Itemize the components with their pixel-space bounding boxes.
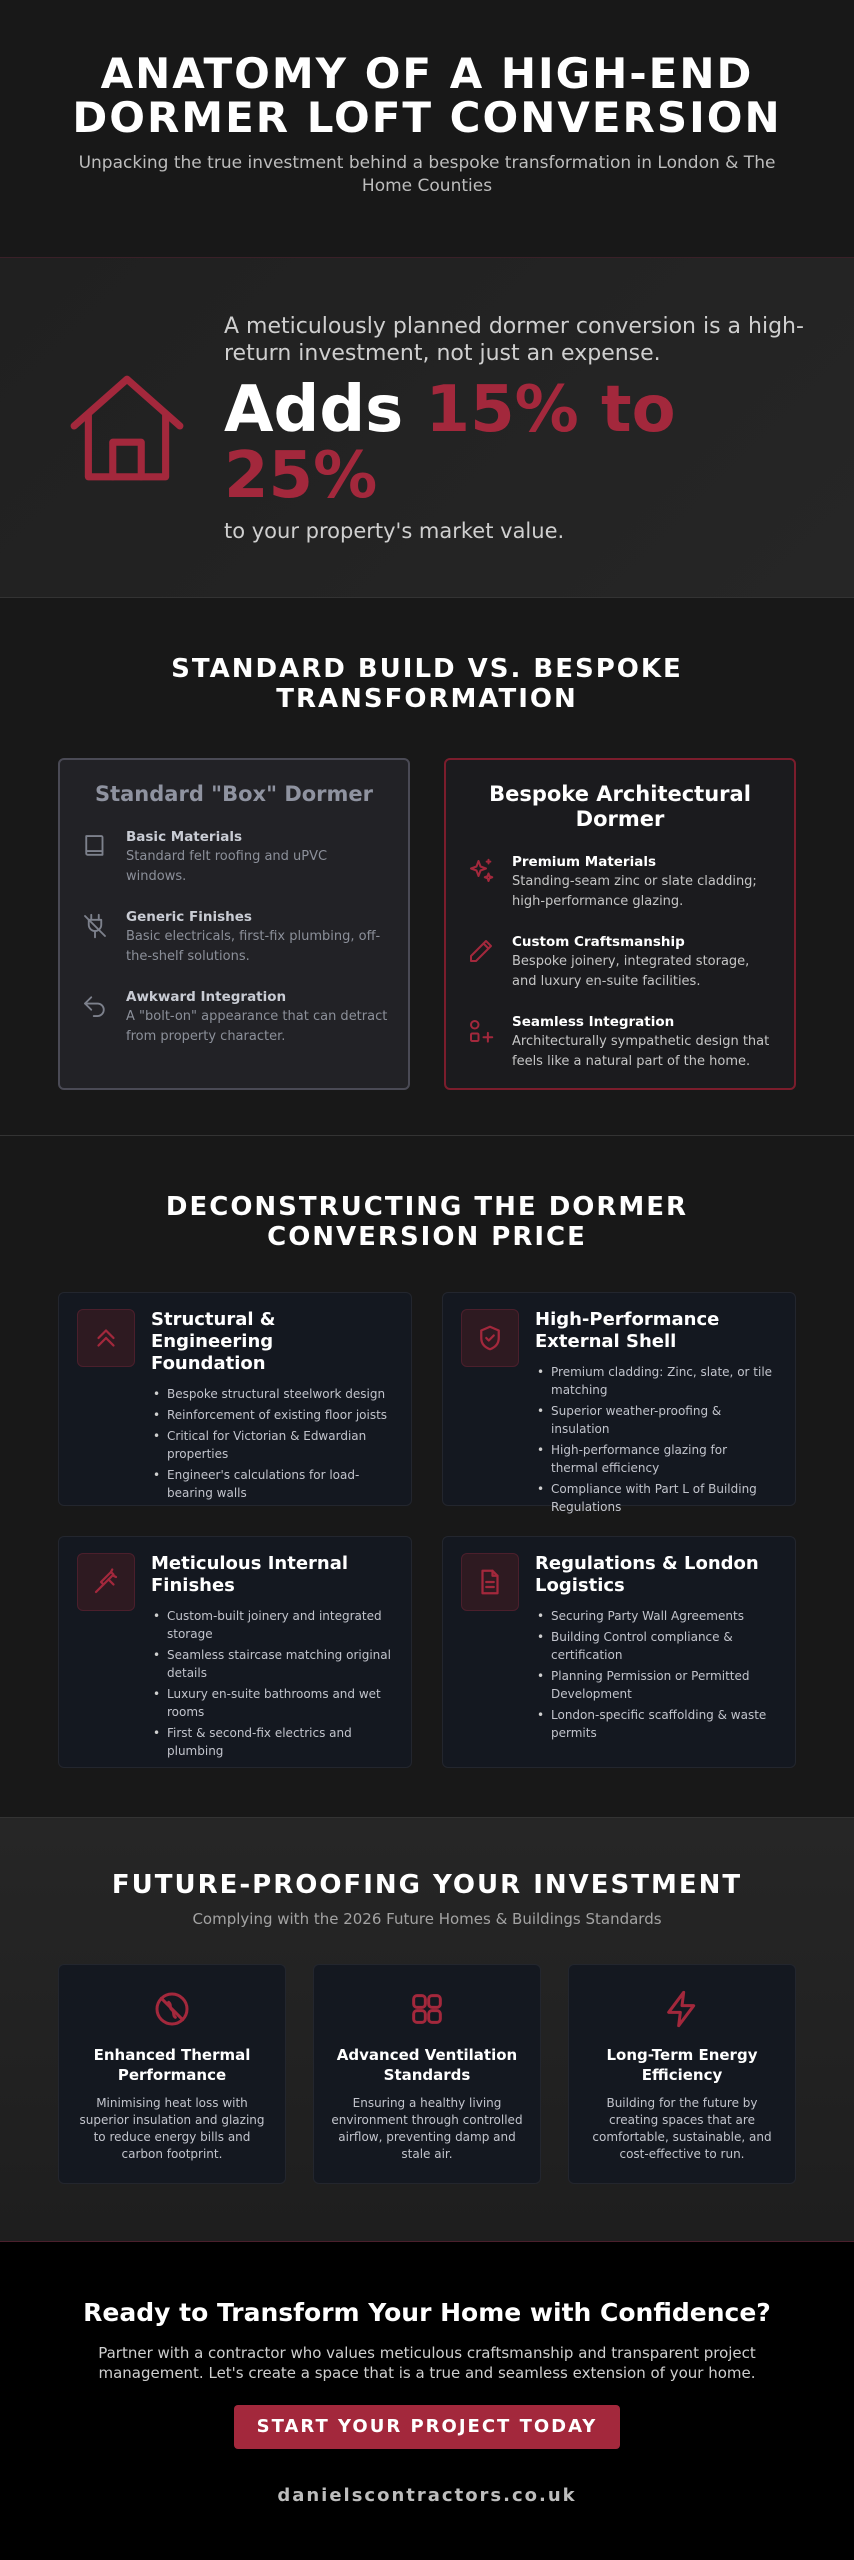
feature-text: Standard felt roofing and uPVC windows. bbox=[126, 849, 328, 884]
standard-feature bbox=[80, 987, 388, 1047]
chevrons-up-icon bbox=[91, 1323, 121, 1353]
feature-title: Basic Materials bbox=[126, 829, 242, 845]
feature-title: Premium Materials bbox=[512, 854, 656, 870]
future-proofing-section bbox=[0, 1818, 854, 2242]
stat-value: 15% to 25% bbox=[224, 372, 676, 513]
pencil-icon bbox=[466, 936, 496, 966]
price-card-title: High-Performance External Shell bbox=[535, 1309, 720, 1352]
stat-prefix: Adds bbox=[224, 372, 426, 447]
cta-text: Partner with a contractor who values meticulous craftsmanship and transparent project management. Let's create a space that is a true and seamless extension of your home. bbox=[98, 2344, 756, 2382]
undo-arrow-icon bbox=[80, 991, 110, 1021]
list-item: • Luxury en-suite bathrooms and wet rooms bbox=[151, 1685, 393, 1721]
feature-title: Generic Finishes bbox=[126, 909, 252, 925]
list-item: • Reinforcement of existing floor joists bbox=[151, 1406, 393, 1424]
no-heat-loss-icon bbox=[152, 1989, 192, 2029]
value-stat-section bbox=[0, 258, 854, 598]
list-item: • Custom-built joinery and integrated storage bbox=[151, 1607, 393, 1643]
feature-text: Standing-seam zinc or slate cladding; high-performance glazing. bbox=[512, 874, 757, 909]
list-item: • First & second-fix electrics and plumbing bbox=[151, 1724, 393, 1760]
bespoke-feature bbox=[466, 932, 774, 992]
page-subtitle: Unpacking the true investment behind a bespoke transformation in London & The Home Counties bbox=[78, 153, 776, 196]
bespoke-feature bbox=[466, 1012, 774, 1072]
future-card-text: Building for the future by creating spaces that are comfortable, sustainable, and cost-effective to run. bbox=[592, 2096, 772, 2161]
feature-text: A "bolt-on" appearance that can detract from property character. bbox=[126, 1009, 388, 1044]
plug-icon bbox=[80, 911, 110, 941]
stat-after: to your property's market value. bbox=[224, 518, 565, 543]
hero-section bbox=[0, 0, 854, 258]
standard-feature bbox=[80, 827, 388, 887]
standard-dormer-card bbox=[58, 758, 410, 1090]
call-to-action-section bbox=[0, 2242, 854, 2560]
future-card-title: Long-Term Energy Efficiency bbox=[606, 2046, 758, 2084]
comparison-section bbox=[0, 598, 854, 1136]
icon-box bbox=[461, 1553, 519, 1611]
list-item: • Superior weather-proofing & insulation bbox=[535, 1402, 777, 1438]
list-item: • Seamless staircase matching original details bbox=[151, 1646, 393, 1682]
list-item: • Premium cladding: Zinc, slate, or tile matching bbox=[535, 1363, 777, 1399]
bespoke-dormer-card bbox=[444, 758, 796, 1090]
future-title: FUTURE-PROOFING YOUR INVESTMENT bbox=[111, 1870, 743, 1900]
price-card-title: Structural & Engineering Foundation bbox=[151, 1309, 276, 1374]
paint-roller-icon bbox=[91, 1567, 121, 1597]
feature-text: Architecturally sympathetic design that feels like a natural part of the home. bbox=[512, 1034, 770, 1069]
price-title: DECONSTRUCTING THE DORMER CONVERSION PRICE bbox=[165, 1192, 689, 1252]
list-item: • London-specific scaffolding & waste permits bbox=[535, 1706, 777, 1742]
comparison-title: STANDARD BUILD VS. BESPOKE TRANSFORMATION bbox=[171, 654, 683, 714]
list-item: • Compliance with Part L of Building Regulations bbox=[535, 1480, 777, 1516]
list-item: • Engineer's calculations for load-bearing walls bbox=[151, 1466, 393, 1502]
list-item: • Building Control compliance & certification bbox=[535, 1628, 777, 1664]
price-card-external-shell bbox=[442, 1292, 796, 1514]
price-breakdown-section bbox=[0, 1136, 854, 1818]
price-card-internal-finishes bbox=[58, 1536, 412, 1768]
price-card-title: Regulations & London Logistics bbox=[535, 1553, 759, 1596]
feature-title: Awkward Integration bbox=[126, 989, 287, 1005]
future-card-text: Ensuring a healthy living environment through controlled airflow, preventing damp and stale air. bbox=[331, 2096, 523, 2161]
list-item: • Planning Permission or Permitted Development bbox=[535, 1667, 777, 1703]
page-title: ANATOMY OF A HIGH-END DORMER LOFT CONVERSION bbox=[72, 49, 782, 142]
lightning-icon bbox=[662, 1989, 702, 2029]
price-card-regulations bbox=[442, 1536, 796, 1768]
shield-check-icon bbox=[475, 1323, 505, 1353]
feature-title: Seamless Integration bbox=[512, 1014, 675, 1030]
grid-icon bbox=[407, 1989, 447, 2029]
book-icon bbox=[80, 831, 110, 861]
document-icon bbox=[475, 1567, 505, 1597]
future-card-ventilation bbox=[313, 1964, 541, 2184]
stat-lead: A meticulously planned dormer conversion is a high-return investment, not just an expense. bbox=[224, 313, 804, 366]
house-icon bbox=[66, 367, 188, 489]
components-icon bbox=[466, 1016, 496, 1046]
icon-box bbox=[77, 1553, 135, 1611]
standard-card-title: Standard "Box" Dormer bbox=[94, 782, 374, 806]
standard-feature bbox=[80, 907, 388, 967]
price-card-title: Meticulous Internal Finishes bbox=[151, 1553, 349, 1596]
future-card-title: Enhanced Thermal Performance bbox=[93, 2046, 251, 2084]
future-subtitle: Complying with the 2026 Future Homes & Buildings Standards bbox=[192, 1910, 662, 1928]
list-item: • High-performance glazing for thermal efficiency bbox=[535, 1441, 777, 1477]
list-item: • Securing Party Wall Agreements bbox=[535, 1607, 777, 1625]
feature-text: Bespoke joinery, integrated storage, and luxury en-suite facilities. bbox=[512, 954, 750, 989]
bespoke-feature bbox=[466, 852, 774, 912]
icon-box bbox=[77, 1309, 135, 1367]
bespoke-card-title: Bespoke Architectural Dormer bbox=[489, 782, 751, 831]
list-item: • Bespoke structural steelwork design bbox=[151, 1385, 393, 1403]
icon-box bbox=[461, 1309, 519, 1367]
future-card-title: Advanced Ventilation Standards bbox=[336, 2046, 518, 2084]
stat-headline bbox=[224, 372, 804, 513]
future-card-text: Minimising heat loss with superior insulation and glazing to reduce energy bills and carbon footprint. bbox=[79, 2096, 265, 2161]
start-project-button[interactable]: START YOUR PROJECT TODAY bbox=[234, 2405, 620, 2449]
sparkles-icon bbox=[466, 856, 496, 886]
price-card-structural bbox=[58, 1292, 412, 1506]
feature-text: Basic electricals, first-fix plumbing, off-the-shelf solutions. bbox=[126, 929, 381, 964]
list-item: • Critical for Victorian & Edwardian properties bbox=[151, 1427, 393, 1463]
cta-title: Ready to Transform Your Home with Confidence? bbox=[83, 2298, 771, 2327]
website-link[interactable]: danielscontractors.co.uk bbox=[277, 2485, 577, 2506]
future-card-energy bbox=[568, 1964, 796, 2184]
future-card-thermal bbox=[58, 1964, 286, 2184]
feature-title: Custom Craftsmanship bbox=[512, 934, 685, 950]
